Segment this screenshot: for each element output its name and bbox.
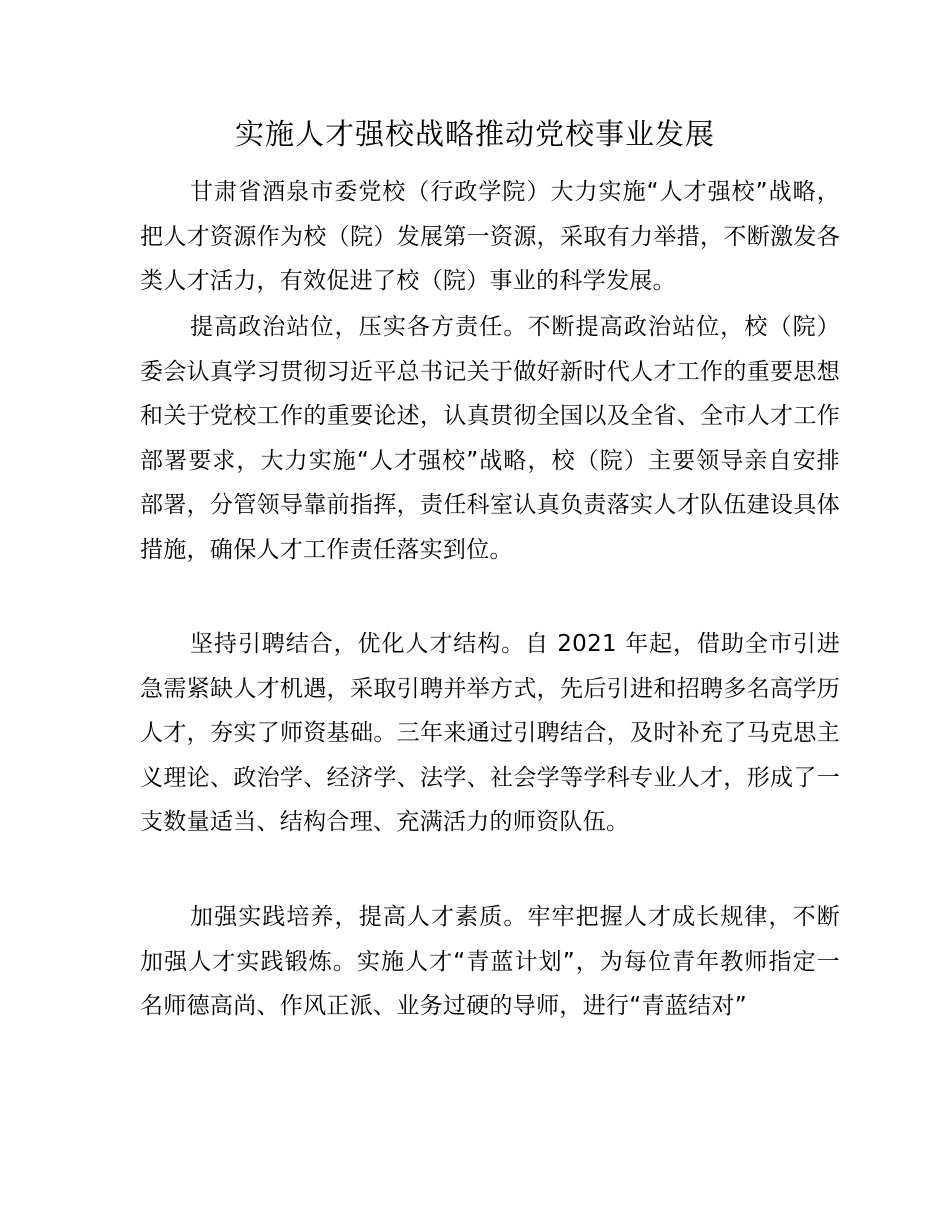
paragraph-political-stance: 提高政治站位，压实各方责任。不断提高政治站位，校（院）委会认真学习贯彻习近平总书记关于做好新时代人才工作的重要思想和关于党校工作的重要论述，认真贯彻全国以及全省、全市人才工作部署要求，大力实施“人才强校”战略，校（院）主要领导亲自安排部署，分管领导靠前指挥，责任科室认真负责落实人才队伍建设具体措施，确保人才工作责任落实到位。 xyxy=(140,314,840,563)
document-title: 实施人才强校战略推动党校事业发展 xyxy=(234,117,715,151)
paragraph-talent-recruitment: 坚持引聘结合，优化人才结构。自 2021 年起，借助全市引进急需紧缺人才机遇，采取引聘并举方式，先后引进和招聘多名高学历人才，夯实了师资基础。三年来通过引聘结合，及时补充了马克思主义理论、政治学、经济学、法学、社会学等学科专业人才，形成了一支数量适当、结构合理、充满活力的师资队伍。 xyxy=(140,631,840,835)
paragraph-practice-training: 加强实践培养，提高人才素质。牢牢把握人才成长规律，不断加强人才实践锻炼。实施人才“青蓝计划”，为每位青年教师指定一名师德高尚、作风正派、业务过硬的导师，进行“青蓝结对” xyxy=(140,904,840,1019)
paragraph-intro: 甘肃省酒泉市委党校（行政学院）大力实施“人才强校”战略，把人才资源作为校（院）发展第一资源，采取有力举措，不断激发各类人才活力，有效促进了校（院）事业的科学发展。 xyxy=(140,179,840,294)
